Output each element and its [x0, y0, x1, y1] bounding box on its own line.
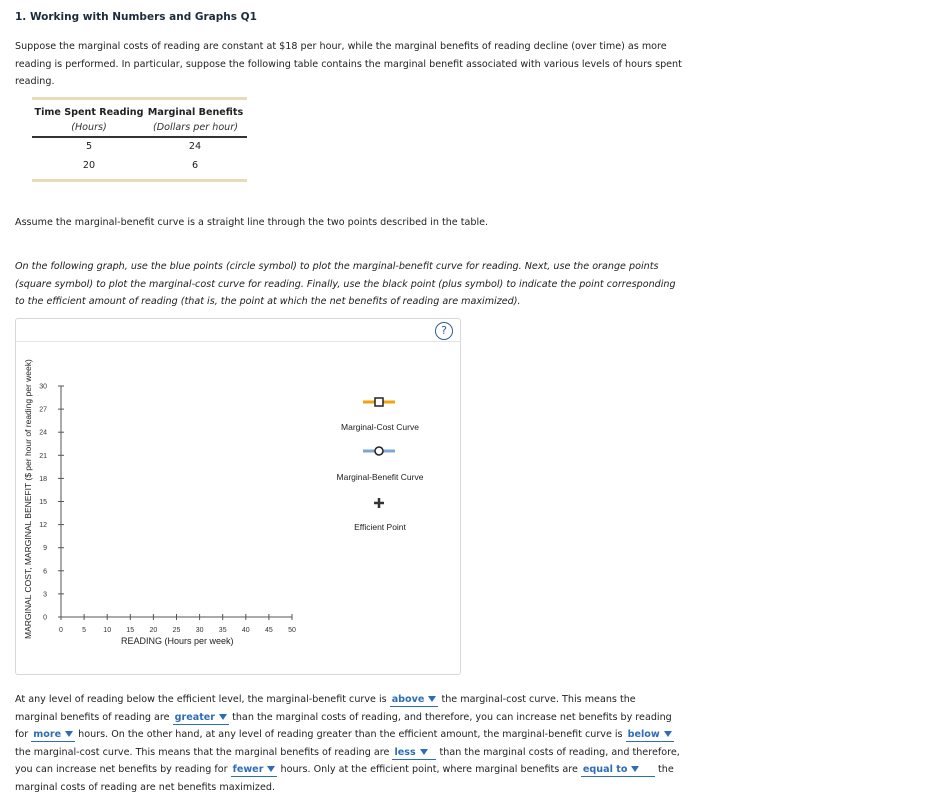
benefit-table	[32, 97, 247, 187]
dropdown-efficient-relation[interactable]: equal to	[581, 763, 655, 777]
chevron-down-icon	[219, 714, 227, 720]
efficient-point-tool-icon[interactable]	[372, 496, 386, 510]
y-tick-label: 24	[39, 429, 47, 437]
y-axis-label: MARGINAL COST, MARGINAL BENEFIT ($ per hour of reading per week)	[23, 359, 33, 639]
y-tick-label: 9	[43, 545, 47, 553]
chevron-down-icon	[65, 731, 73, 737]
dropdown-benefits-vs-costs-below[interactable]: greater	[173, 711, 229, 725]
table-cell-hours: 20	[82, 160, 96, 171]
dropdown-mb-vs-mc-above[interactable]: below	[626, 728, 674, 742]
col1-header: Time Spent Reading	[34, 107, 144, 118]
plot-area[interactable]	[16, 319, 460, 674]
x-tick-label: 45	[265, 627, 273, 634]
y-tick-label: 12	[39, 522, 47, 530]
x-tick-label: 5	[82, 627, 87, 634]
answer-paragraph	[15, 691, 680, 796]
x-tick-label: 50	[288, 627, 296, 634]
col2-subheader: (Dollars per hour)	[153, 122, 238, 133]
x-tick-label: 25	[172, 627, 181, 634]
chevron-down-icon	[664, 731, 672, 737]
assumption-text: Assume the marginal-benefit curve is a straight line through the two points described in the table.	[15, 217, 489, 228]
y-tick-label: 15	[39, 499, 47, 506]
chevron-down-icon	[631, 766, 639, 772]
answer-text: the marginal-cost curve. This means the marginal benefits of reading are	[15, 694, 636, 723]
x-tick-label: 10	[103, 627, 112, 634]
answer-text: hours. On the other hand, at any level of reading greater than the efficient amount, the marginal-benefit curve is	[78, 729, 623, 740]
marginal-benefit-tool-icon[interactable]	[361, 444, 397, 458]
graph-panel	[15, 318, 461, 675]
dropdown-read-more-fewer-below[interactable]: more	[31, 728, 75, 742]
x-tick-label: 0	[59, 627, 63, 634]
answer-text: than the marginal costs of reading, and therefore, you can increase net benefits by reading for	[15, 746, 680, 775]
y-tick-label: 27	[39, 406, 47, 414]
question-title: 1. Working with Numbers and Graphs Q1	[15, 11, 257, 23]
y-tick-label: 6	[43, 568, 47, 576]
table-cell-benefit: 24	[188, 141, 202, 152]
dropdown-mb-vs-mc-below[interactable]: above	[390, 693, 439, 707]
table-header-rule	[32, 136, 247, 138]
marginal-cost-tool-icon[interactable]	[361, 395, 397, 409]
table-bottom-rule	[32, 179, 247, 182]
graph-instructions: On the following graph, use the blue points (circle symbol) to plot the marginal-benefit curve for reading. Next, use the orange points (square symbol) to plot the marginal-cost curve for reading. Finally, use the black point (plus symbol) to indicate the point corresponding to the efficient amount of reading (that is, the point at which the net benefits of reading are maximized).	[15, 261, 676, 307]
x-tick-label: 30	[195, 627, 204, 634]
col1-subheader: (Hours)	[71, 122, 107, 133]
chevron-down-icon	[267, 766, 275, 772]
y-tick-label: 21	[39, 452, 47, 460]
help-button[interactable]: ?	[435, 322, 453, 340]
y-tick-label: 3	[43, 591, 47, 599]
dropdown-read-more-fewer-above[interactable]: fewer	[231, 763, 278, 777]
table-cell-benefit: 6	[191, 160, 199, 171]
x-tick-label: 15	[126, 627, 135, 634]
chevron-down-icon	[420, 749, 428, 755]
table-cell-hours: 5	[85, 141, 93, 152]
y-tick-label: 18	[39, 475, 47, 483]
legend-eff-label: Efficient Point	[354, 522, 406, 532]
col2-header: Marginal Benefits	[147, 107, 244, 118]
x-tick-label: 35	[218, 627, 227, 634]
legend-mc-label: Marginal-Cost Curve	[341, 422, 419, 432]
table-top-rule	[32, 97, 247, 100]
legend-mb-label: Marginal-Benefit Curve	[336, 472, 424, 482]
answer-text: the marginal costs of reading are net benefits maximized.	[15, 764, 674, 793]
x-tick-label: 20	[149, 627, 158, 634]
answer-text: the marginal-cost curve. This means that the marginal benefits of reading are	[15, 746, 390, 758]
chevron-down-icon	[428, 696, 436, 702]
y-tick-label: 30	[39, 383, 47, 391]
answer-text: hours. Only at the efficient point, where marginal benefits are	[280, 764, 578, 775]
x-axis-label: READING (Hours per week)	[121, 636, 234, 646]
y-tick-label: 0	[43, 614, 47, 622]
x-tick-label: 40	[241, 627, 250, 634]
answer-text: than the marginal costs of reading, and therefore, you can increase net benefits by reading for	[15, 711, 672, 740]
answer-text: At any level of reading below the efficient level, the marginal-benefit curve is	[15, 694, 387, 705]
intro-text: Suppose the marginal costs of reading are constant at $18 per hour, while the marginal benefits of reading decline (over time) as more reading is performed. In particular, suppose the following table contains the marginal benefit associated with various levels of hours spent reading.	[15, 41, 682, 87]
dropdown-benefits-vs-costs-above[interactable]: less	[392, 746, 436, 760]
